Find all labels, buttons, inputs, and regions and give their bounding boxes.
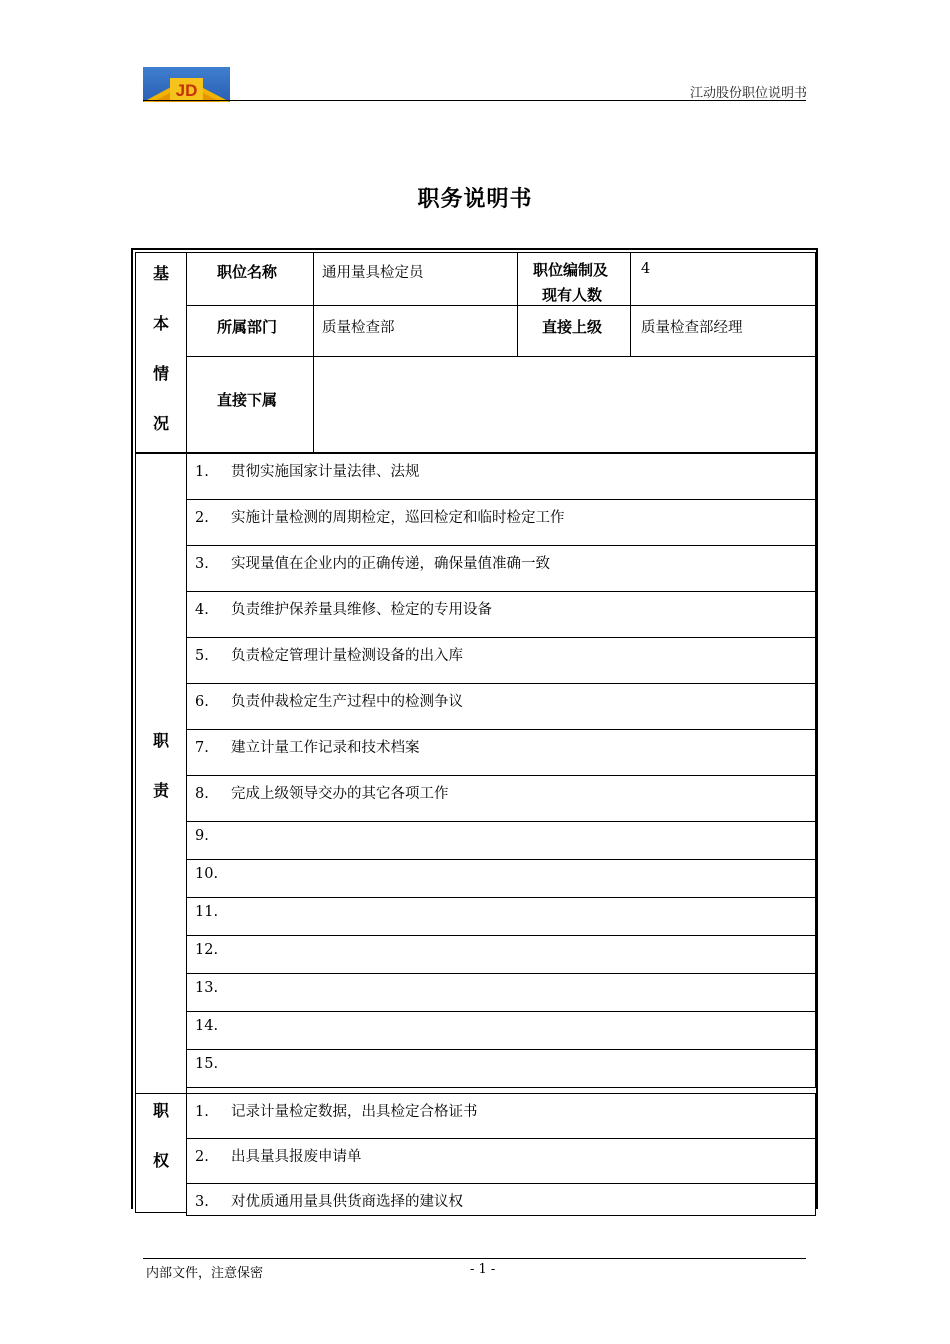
duty-row — [186, 1049, 816, 1088]
superior-label: 直接上级 — [542, 318, 603, 336]
header-divider — [143, 100, 806, 101]
duties-label-char-1: 职 — [152, 731, 169, 750]
basic-section-label — [135, 252, 187, 453]
duty-row-content — [195, 598, 492, 619]
headcount-label-line1: 职位编制及 — [533, 261, 609, 279]
headcount-label-line2: 现有人数 — [542, 286, 603, 304]
authority-label-char-2: 权 — [152, 1151, 169, 1170]
duty-row-number: 5. — [195, 648, 209, 664]
authority-section-label — [135, 1093, 187, 1213]
authority-row-content — [195, 1190, 463, 1211]
duty-row — [186, 859, 816, 898]
duty-row-content — [195, 1056, 231, 1072]
duty-row-number: 3. — [195, 556, 209, 572]
duty-row-content — [195, 866, 231, 882]
duty-row-content — [195, 690, 463, 711]
duty-row — [186, 499, 816, 546]
duty-row — [186, 897, 816, 936]
duty-row-content — [195, 644, 463, 665]
duty-row-content — [195, 552, 550, 573]
page-title: 职务说明书 — [417, 187, 533, 212]
duty-row-content — [195, 1018, 231, 1034]
logo-graphic — [143, 67, 230, 102]
duty-row-content — [195, 904, 231, 920]
duty-row-number: 9. — [195, 828, 209, 844]
duty-row-number: 4. — [195, 602, 209, 618]
duty-row-number: 6. — [195, 694, 209, 710]
duty-row-number: 8. — [195, 786, 209, 802]
department-label: 所属部门 — [217, 318, 278, 336]
duty-row-text: 实现量值在企业内的正确传递，确保量值准确一致 — [231, 556, 550, 572]
duty-row — [186, 729, 816, 776]
duty-row-text: 负责仲裁检定生产过程中的检测争议 — [231, 694, 463, 710]
footer-divider — [143, 1258, 806, 1259]
subordinate-cell — [313, 356, 816, 453]
authority-row-text: 记录计量检定数据，出具检定合格证书 — [231, 1104, 478, 1120]
position-name-value: 通用量具检定员 — [322, 265, 424, 281]
basic-label-char-1: 基 — [152, 264, 169, 283]
department-value: 质量检查部 — [322, 320, 395, 336]
authority-row — [186, 1138, 816, 1184]
authority-row-number: 3. — [195, 1194, 209, 1210]
basic-label-char-2: 本 — [152, 314, 169, 333]
duty-row — [186, 973, 816, 1012]
duty-row-number: 7. — [195, 740, 209, 756]
subordinate-label: 直接下属 — [217, 391, 278, 409]
duty-row-number: 2. — [195, 510, 209, 526]
duty-row-text: 完成上级领导交办的其它各项工作 — [231, 786, 449, 802]
superior-cell — [630, 305, 816, 357]
duty-row — [186, 545, 816, 592]
authority-row — [186, 1093, 816, 1139]
duty-row-content — [195, 980, 231, 996]
duty-row-number: 13. — [195, 980, 219, 996]
headcount-cell — [630, 252, 816, 306]
authority-row-content — [195, 1145, 362, 1166]
duty-row — [186, 1011, 816, 1050]
duty-row-content — [195, 828, 231, 844]
duty-row-content — [195, 736, 420, 757]
authority-row-text: 出具量具报废申请单 — [231, 1149, 362, 1165]
department-cell — [313, 305, 518, 357]
duty-row-content — [195, 460, 420, 481]
duty-row — [186, 683, 816, 730]
header-doc-title: 江动股份职位说明书 — [689, 86, 807, 101]
subordinate-label-cell — [186, 356, 314, 453]
duty-row-number: 14. — [195, 1018, 219, 1034]
duty-row-number: 11. — [195, 904, 219, 920]
duty-row-text: 负责维护保养量具维修、检定的专用设备 — [231, 602, 492, 618]
duty-row-text: 贯彻实施国家计量法律、法规 — [231, 464, 420, 480]
duties-section-label — [135, 453, 187, 1094]
duty-row — [186, 453, 816, 500]
duty-row — [186, 821, 816, 860]
headcount-label-cell — [517, 252, 631, 306]
job-description-table — [131, 248, 818, 1209]
position-name-cell — [313, 252, 518, 306]
superior-label-cell — [517, 305, 631, 357]
superior-value: 质量检查部经理 — [641, 320, 743, 336]
duties-label-char-2: 责 — [152, 781, 169, 800]
authority-row-number: 2. — [195, 1149, 209, 1165]
headcount-value: 4 — [641, 261, 651, 277]
position-name-label-cell — [186, 252, 314, 306]
duty-row — [186, 637, 816, 684]
duty-row — [186, 935, 816, 974]
duty-row-number: 1. — [195, 464, 209, 480]
page-number: - 1 - — [470, 1262, 496, 1277]
duty-row-text: 建立计量工作记录和技术档案 — [231, 740, 420, 756]
basic-label-char-4: 况 — [152, 414, 169, 433]
duty-row-text: 负责检定管理计量检测设备的出入库 — [231, 648, 463, 664]
authority-row-text: 对优质通用量具供货商选择的建议权 — [231, 1194, 463, 1210]
department-label-cell — [186, 305, 314, 357]
svg-text:JD: JD — [175, 81, 198, 100]
duty-row — [186, 591, 816, 638]
duty-row-number: 12. — [195, 942, 219, 958]
duty-row-text: 实施计量检测的周期检定，巡回检定和临时检定工作 — [231, 510, 565, 526]
duty-row-number: 15. — [195, 1056, 219, 1072]
authority-row-number: 1. — [195, 1104, 209, 1120]
authority-row-content — [195, 1100, 478, 1121]
company-logo — [143, 67, 230, 102]
basic-label-char-3: 情 — [152, 364, 169, 383]
duty-row-content — [195, 506, 565, 527]
duty-row-content — [195, 942, 231, 958]
authority-row — [186, 1183, 816, 1216]
duty-row-content — [195, 782, 449, 803]
position-name-label: 职位名称 — [217, 263, 278, 281]
duty-row-number: 10. — [195, 866, 219, 882]
duty-row — [186, 775, 816, 822]
authority-label-char-1: 职 — [152, 1101, 169, 1120]
footer-confidential: 内部文件，注意保密 — [146, 1266, 264, 1281]
